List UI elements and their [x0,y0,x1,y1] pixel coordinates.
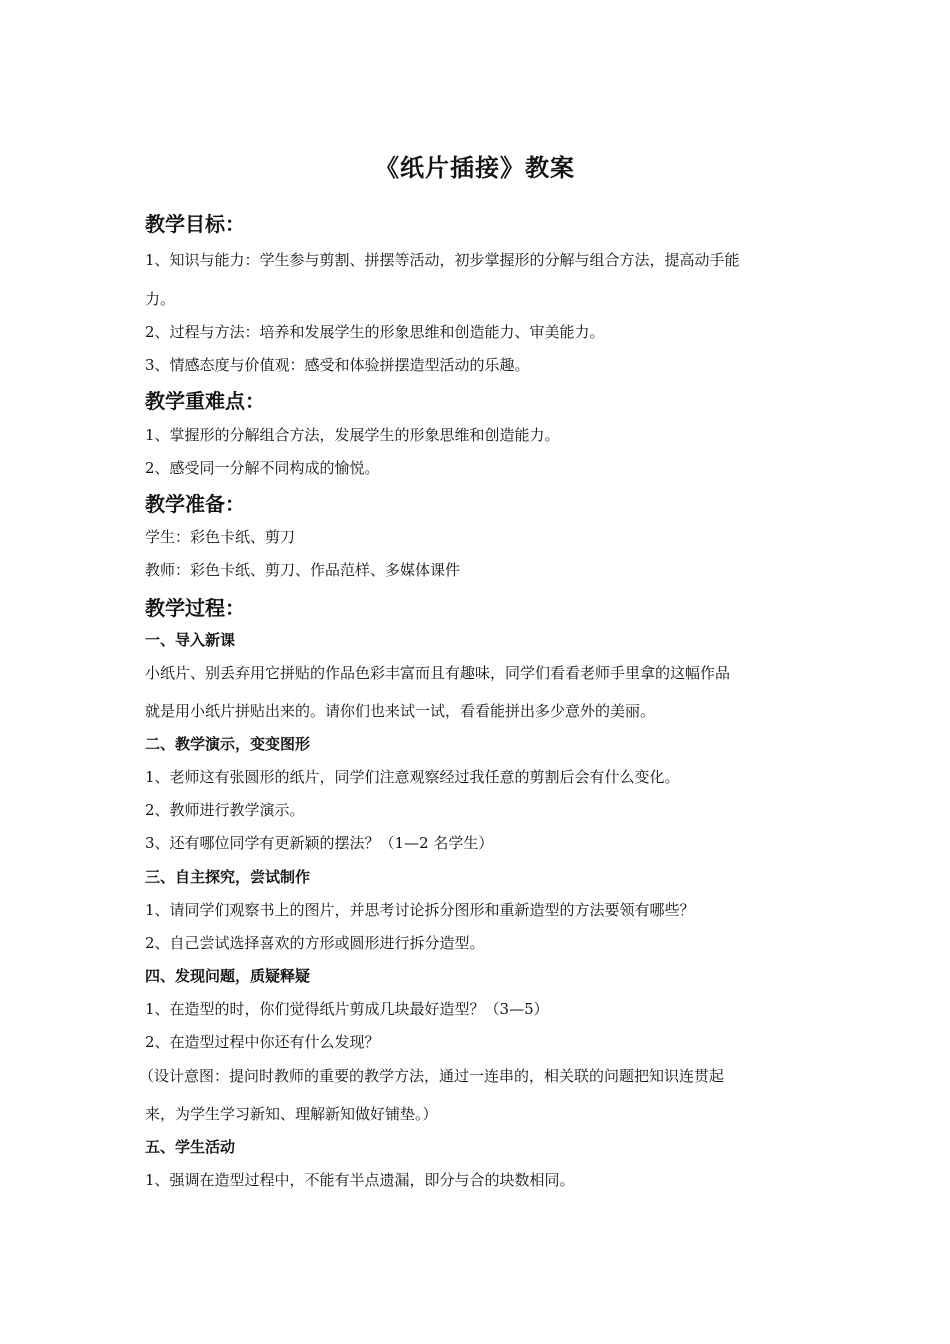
section-5-item-1: 1、强调在造型过程中，不能有半点遗漏，即分与合的块数相同。 [145,1171,575,1189]
section-4-item-2: 2、在造型过程中你还有什么发现？ [145,1033,380,1051]
key-point-item-1: 1、掌握形的分解组合方法，发展学生的形象思维和创造能力。 [145,426,560,444]
section-1-heading: 一、导入新课 [145,631,236,649]
process-heading: 教学过程： [145,596,245,620]
section-4-note-line-2: 来，为学生学习新知、理解新知做好铺垫。） [145,1105,438,1123]
section-5-heading: 五、学生活动 [145,1138,236,1156]
section-1-line-2: 就是用小纸片拼贴出来的。请你们也来试一试，看看能拼出多少意外的美丽。 [145,702,656,720]
section-3-item-1: 1、请同学们观察书上的图片，并思考讨论拆分图形和重新造型的方法要领有哪些？ [145,901,695,919]
section-4-heading: 四、发现问题，质疑释疑 [145,967,311,985]
section-4-note-line-1: （设计意图：提问时教师的重要的教学方法，通过一连串的，相关联的问题把知识连贯起 [139,1067,725,1085]
key-points-heading: 教学重难点： [145,389,265,413]
objective-item-1-line-2: 力。 [145,290,176,308]
section-2-heading: 二、教学演示，变变图形 [145,735,311,753]
objective-item-3: 3、情感态度与价值观：感受和体验拼摆造型活动的乐趣。 [145,356,530,374]
preparation-heading: 教学准备： [145,492,245,516]
section-4-item-1: 1、在造型的时，你们觉得纸片剪成几块最好造型？（3—5） [145,1000,549,1018]
key-point-item-2: 2、感受同一分解不同构成的愉悦。 [145,459,380,477]
preparation-students: 学生：彩色卡纸、剪刀 [145,528,296,546]
section-3-item-2: 2、自己尝试选择喜欢的方形或圆形进行拆分造型。 [145,934,485,952]
preparation-teacher: 教师：彩色卡纸、剪刀、作品范样、多媒体课件 [145,561,461,579]
document-title: 《纸片插接》教案 [375,153,575,182]
objective-item-2: 2、过程与方法：培养和发展学生的形象思维和创造能力、审美能力。 [145,323,605,341]
objectives-heading: 教学目标： [145,212,245,236]
section-3-heading: 三、自主探究，尝试制作 [145,868,311,886]
section-2-item-3: 3、还有哪位同学有更新颖的摆法？（1—2 名学生） [145,834,494,852]
section-2-item-1: 1、老师这有张圆形的纸片，同学们注意观察经过我任意的剪割后会有什么变化。 [145,768,680,786]
section-1-line-1: 小纸片、别丢弃用它拼贴的作品色彩丰富而且有趣味，同学们看看老师手里拿的这幅作品 [145,664,731,682]
objective-item-1-line-1: 1、知识与能力：学生参与剪割、拼摆等活动，初步掌握形的分解与组合方法，提高动手能 [145,251,740,269]
section-2-item-2: 2、教师进行教学演示。 [145,801,305,819]
